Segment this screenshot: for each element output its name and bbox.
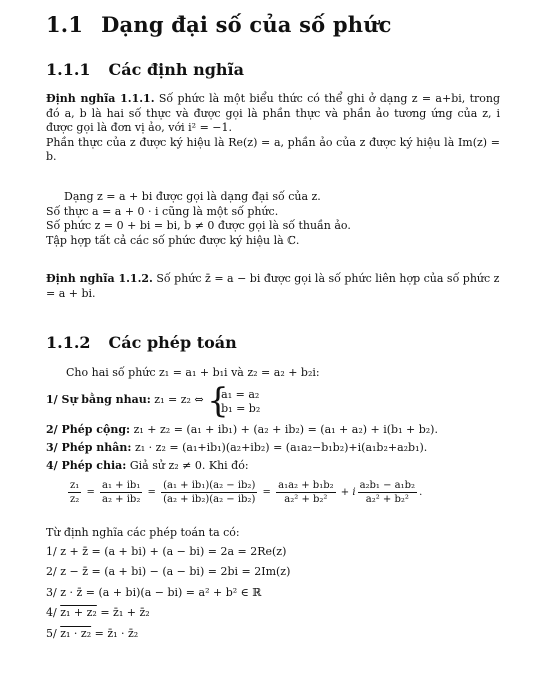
addition-formula: z₁ + z₂ = (a₁ + ib₁) + (a₂ + ib₂) = (a₁ + a₂) + i(b₁ + b₂). — [133, 423, 438, 436]
paragraph — [46, 190, 500, 248]
multiplication-formula: z₁ · z₂ = (a₁+ib₁)(a₂+ib₂) = (a₁a₂−b₁b₂)+i(a₁b₂+a₂b₁). — [134, 441, 428, 454]
operations-intro: Cho hai số phức z₁ = a₁ + b₁i và z₂ = a₂ + b₂i: — [66, 366, 320, 379]
multiplication-label: 3/ Phép nhân: — [46, 441, 132, 454]
system-row-2: b₁ = b₂ — [221, 402, 261, 415]
subsection-number: 1.1.1 — [46, 60, 91, 79]
properties — [46, 526, 500, 641]
subsection-title: Các phép toán — [108, 333, 237, 352]
definition-1 — [46, 92, 500, 165]
section-heading — [46, 12, 392, 37]
fraction: $\frac{\text{a₁a₂ + b₁b₂}}{\text{a₂² + b₂²}}$ — [278, 480, 334, 505]
definition-text: Số phức z̄ = a − bi được gọi là số phức liên hợp của số phức z = a + bi. — [46, 272, 500, 300]
properties-intro: Từ định nghĩa các phép toán ta có: — [46, 526, 240, 539]
multiplication-line — [46, 441, 516, 456]
division-line — [46, 459, 500, 474]
subsection-heading-definitions — [46, 60, 244, 79]
system-row-1: a₁ = a₂ — [221, 388, 260, 401]
left-brace-icon: { — [207, 381, 229, 421]
equality-left: z₁ = z₂ ⇔ — [154, 393, 204, 406]
fraction: $\frac{\text{(a₁ + ib₁)(a₂ − ib₂)}}{\text{(a₂ + ib₂)(a₂ − ib₂)}}$ — [163, 480, 256, 505]
paragraph-line: Số thực a = a + 0 · i cũng là một số phức. — [46, 204, 279, 218]
definition-text: Số phức là một biểu thức có thể ghi ở dạng z = a+bi, trong đó a, b là hai số thực và được gọi là phần thực và phần ảo tương ứng của z, i được gọi là đơn vị ảo, với i² = −1. — [46, 92, 501, 134]
property-line: 2/ z − z̄ = (a + bi) − (a − bi) = 2bi = 2Im(z) — [46, 565, 291, 578]
division-text: Giả sử z₂ ≠ 0. Khi đó: — [129, 459, 249, 472]
division-label: 4/ Phép chia: — [46, 459, 127, 472]
property-line: 5/ z₁ · z₂ = z̄₁ · z̄₂ — [46, 626, 139, 640]
subsection-heading-operations — [46, 333, 237, 352]
property-line: 3/ z · z̄ = (a + bi)(a − bi) = a² + b² ∈ ℝ — [46, 585, 262, 599]
subsection-number: 1.1.2 — [46, 333, 91, 352]
subsection-title: Các định nghĩa — [108, 60, 244, 79]
section-number: 1.1 — [46, 12, 84, 37]
paragraph-line: Số phức z = 0 + bi = bi, b ≠ 0 được gọi là số thuần ảo. — [46, 219, 351, 232]
equality-system — [207, 381, 267, 421]
paragraph-line: Dạng z = a + bi được gọi là dạng đại số của z. — [64, 190, 321, 203]
fraction: $\frac{\text{a₂b₁ − a₁b₂}}{\text{a₂² + b₂²}}$ — [359, 480, 416, 505]
equality-label: 1/ Sự bằng nhau: — [46, 393, 151, 406]
fraction: $\frac{\text{a₁ + ib₁}}{\text{a₂ + ib₂}}$ — [102, 480, 141, 505]
addition-line — [46, 423, 516, 438]
property-line: 1/ z + z̄ = (a + bi) + (a − bi) = 2a = 2Re(z) — [46, 544, 287, 558]
property-line: 4/ z₁ + z₂ = z̄₁ + z̄₂ — [46, 606, 150, 619]
definition-label: Định nghĩa 1.1.1. — [46, 92, 155, 105]
definition-2 — [46, 272, 500, 301]
section-title: Dạng đại số của số phức — [101, 12, 392, 37]
definition-text-2: Phần thực của z được ký hiệu là Re(z) = a, phần ảo của z được ký hiệu là Im(z) = b. — [46, 135, 500, 163]
equality-line — [46, 381, 500, 421]
addition-label: 2/ Phép cộng: — [46, 423, 131, 436]
definition-label: Định nghĩa 1.1.2. — [46, 272, 153, 285]
division-formula: $\frac{\text{z₁}}{\text{z₂}}$ = $\frac{\text{a₁ + ib₁}}{\text{a₂ + ib₂}}$ = $\frac{\text{(a₁ + ib₁)(a₂ − ib₂)}}{\text{(a₂ + ib₂)(a₂ − ib₂)}}$ = $\frac{\text{a₁a₂ + b₁b₂}}{\text{a₂² + b₂²}}$ + i $\frac{\text{a₂b₁ − a₁b₂}}{\text{a₂² + b₂²}}$ . — [70, 480, 423, 505]
fraction: $\frac{\text{z₁}}{\text{z₂}}$ — [70, 480, 80, 505]
paragraph-line: Tập hợp tất cả các số phức được ký hiệu là ℂ. — [46, 233, 300, 247]
